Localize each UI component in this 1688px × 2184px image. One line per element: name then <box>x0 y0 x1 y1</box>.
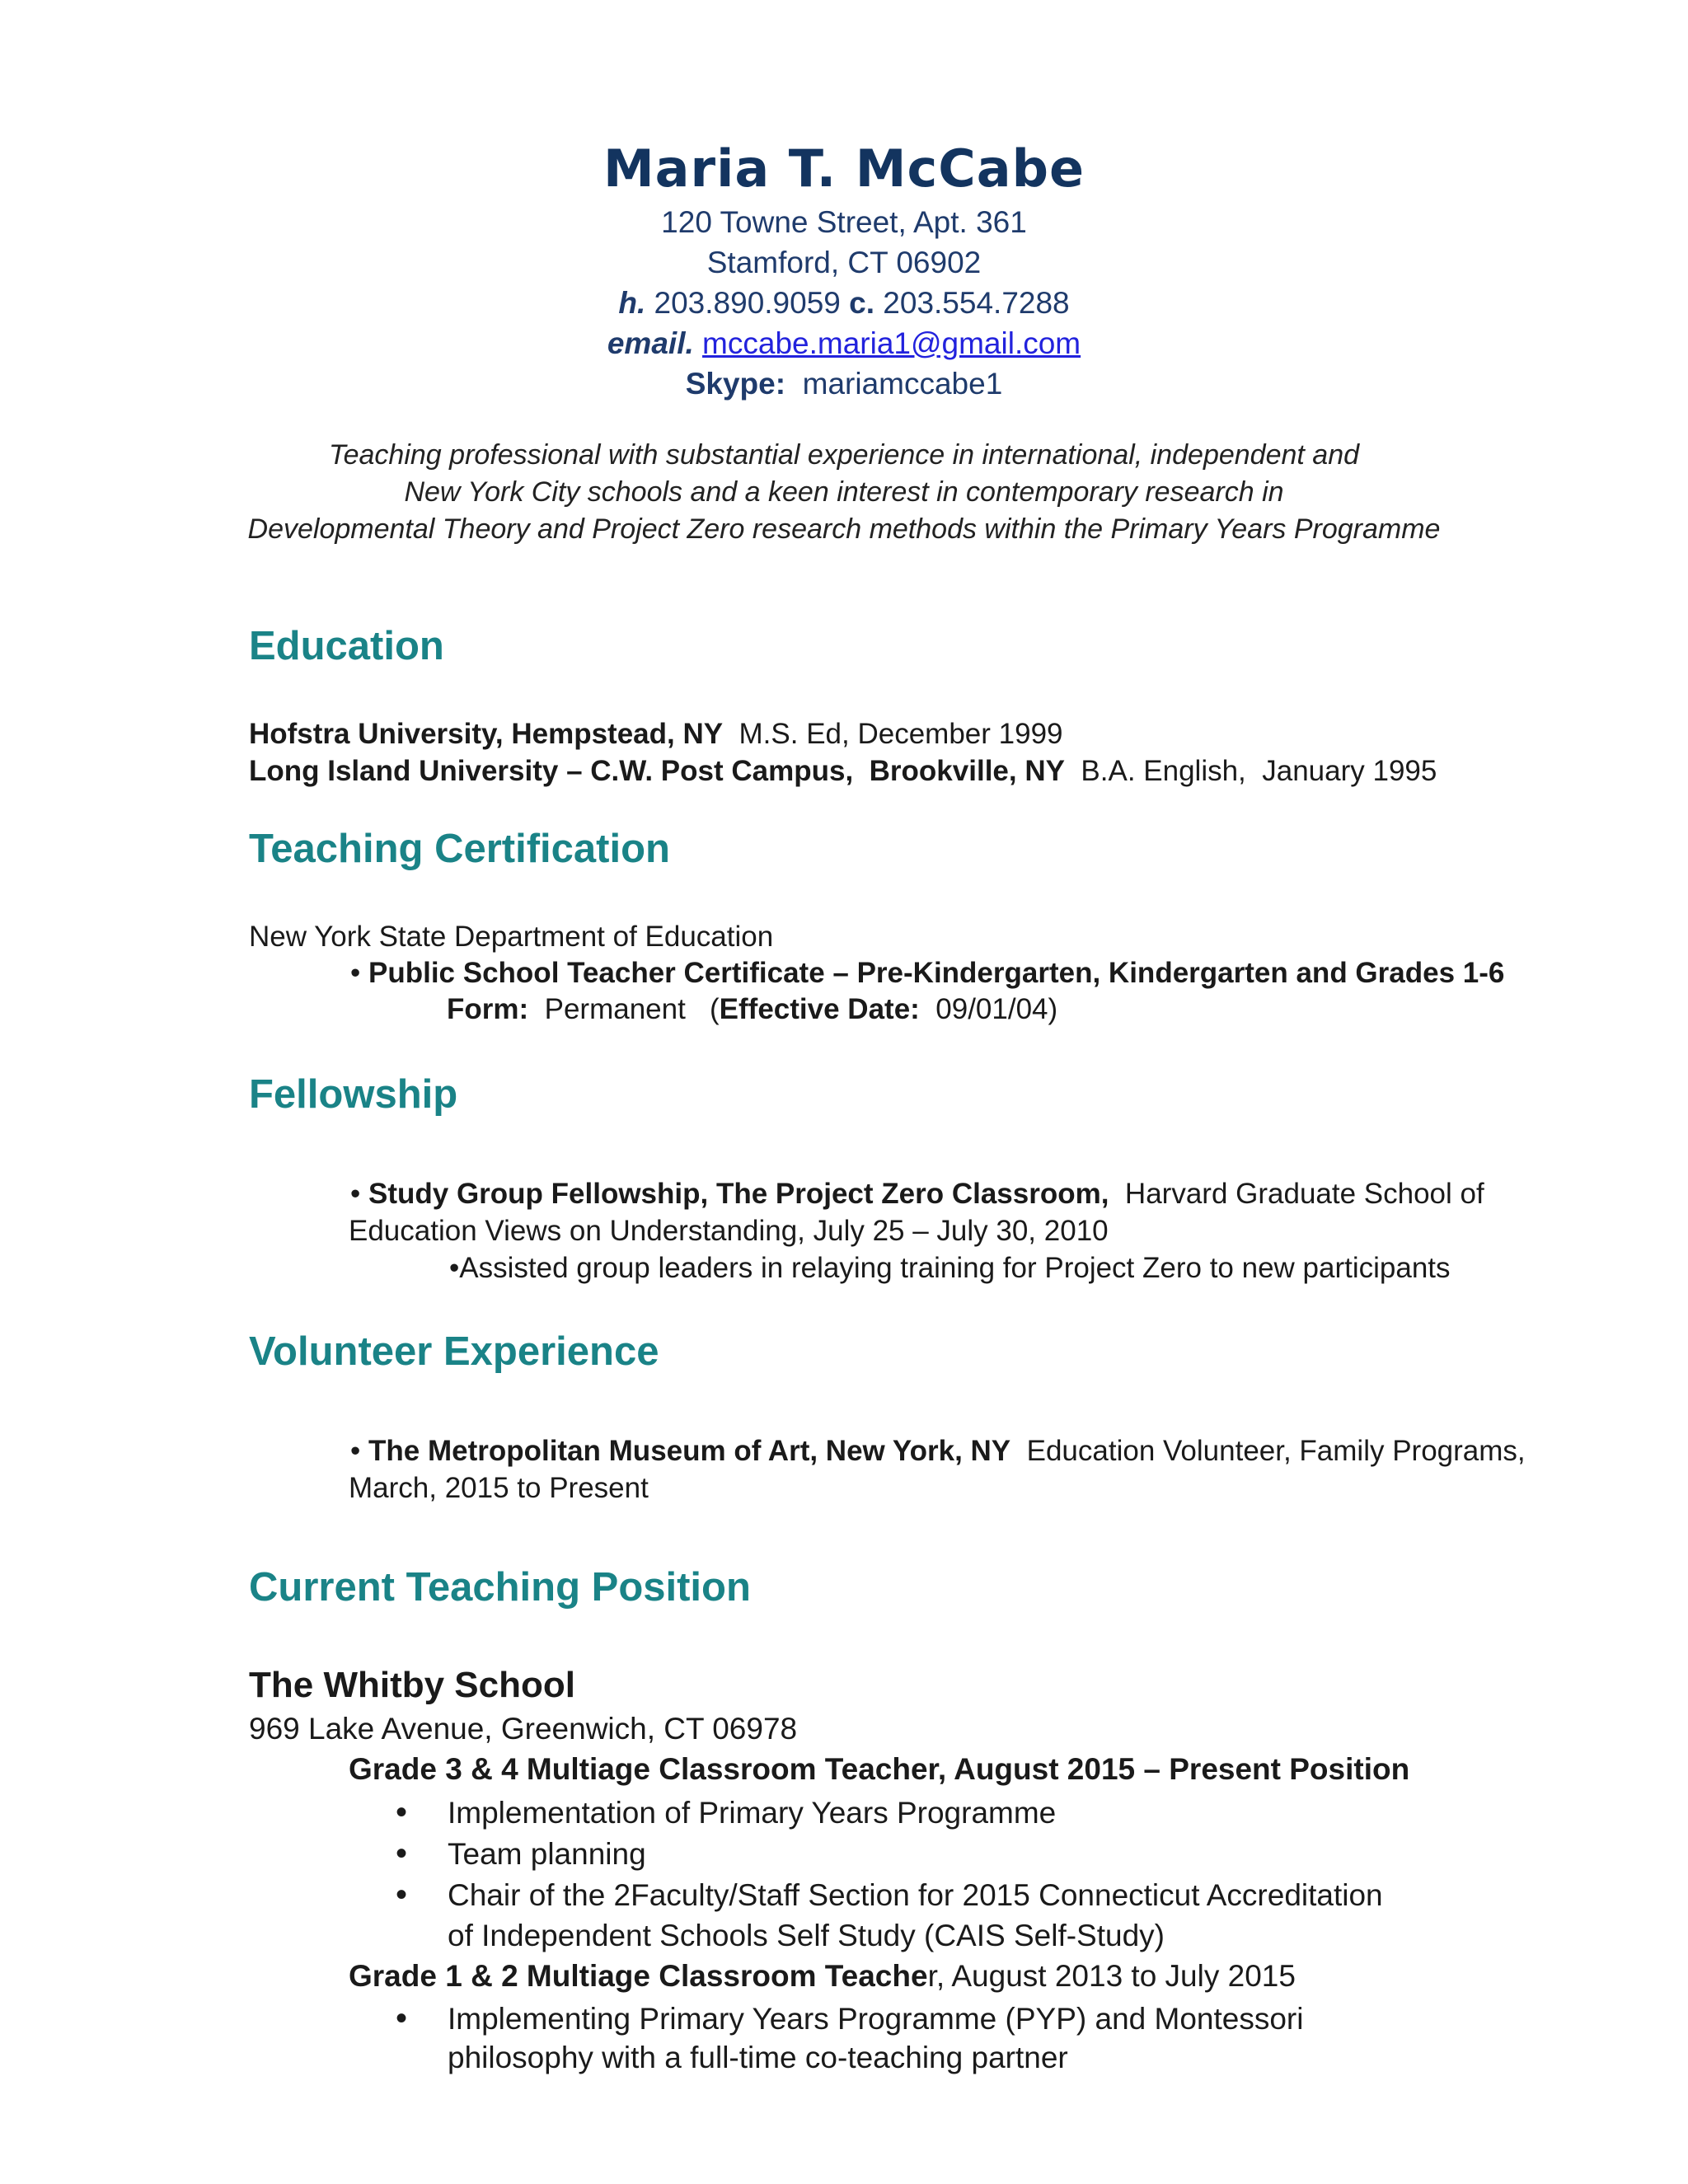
email-line <box>0 323 1688 363</box>
skype-id: mariamccabe1 <box>802 367 1003 401</box>
volunteer-item <box>350 1432 1526 1469</box>
role-1-item-1-text: Implementation of Primary Years Programme <box>448 1796 1057 1830</box>
fellowship-sub-item: •Assisted group leaders in relaying training for Project Zero to new participants <box>449 1252 1451 1284</box>
summary-line-2: New York City schools and a keen interest in contemporary research in <box>404 476 1284 508</box>
education-heading: Education <box>249 624 444 668</box>
role-2-item-1-text: Implementing Primary Years Programme (PYP) and Montessori <box>448 2002 1304 2036</box>
bullet-icon: • <box>350 1178 361 1210</box>
home-phone-label: h. <box>618 286 646 320</box>
certification-name: Public School Teacher Certificate – Pre-Kindergarten, Kindergarten and Grades 1-6 <box>368 957 1505 989</box>
certification-heading: Teaching Certification <box>249 827 670 871</box>
role-1-item-2-text: Team planning <box>448 1837 646 1871</box>
certification-form <box>447 991 1057 1028</box>
effective-date-label: Effective Date: <box>719 993 920 1025</box>
form-label: Form: <box>447 993 529 1025</box>
school-address: 969 Lake Avenue, Greenwich, CT 06978 <box>249 1712 798 1746</box>
address-line-2: Stamford, CT 06902 <box>706 246 982 279</box>
fellowship-heading: Fellowship <box>249 1072 458 1117</box>
effective-date-value: 09/01/04) <box>935 993 1058 1025</box>
open-paren: ( <box>710 993 720 1025</box>
role-2-title <box>349 1957 1296 1994</box>
summary <box>0 437 1688 548</box>
skype-line <box>0 363 1688 404</box>
volunteer-line-2: March, 2015 to Present <box>349 1472 649 1504</box>
role-2-title-bold: Grade 1 & 2 Multiage Classroom Teache <box>349 1959 928 1993</box>
role-2-item-1-continued: philosophy with a full-time co-teaching partner <box>448 2041 1068 2074</box>
fellowship-name: Study Group Fellowship, The Project Zero Classroom, <box>368 1178 1109 1210</box>
bullet-icon: • <box>396 1877 408 1913</box>
role-2-title-rest: r, August 2013 to July 2015 <box>927 1959 1296 1993</box>
school-name: The Whitby School <box>249 1665 575 1705</box>
role-1-title <box>349 1750 1409 1788</box>
fellowship-item <box>350 1175 1484 1212</box>
home-phone: 203.890.9059 <box>654 286 841 320</box>
bullet-icon: • <box>350 957 361 989</box>
role-1-title-text: Grade 3 & 4 Multiage Classroom Teacher, August 2015 – Present Position <box>349 1752 1410 1786</box>
role-1-item-3-text: Chair of the 2Faculty/Staff Section for 2015 Connecticut Accreditation <box>448 1878 1383 1912</box>
fellowship-institution: Harvard Graduate School of <box>1124 1178 1484 1210</box>
bullet-icon: • <box>350 1435 361 1467</box>
cell-phone: 203.554.7288 <box>883 286 1070 320</box>
volunteer-role: Education Volunteer, Family Programs, <box>1026 1435 1526 1467</box>
bullet-icon: • <box>396 1835 408 1872</box>
education-school-2: Long Island University – C.W. Post Campus, <box>249 755 854 787</box>
volunteer-heading: Volunteer Experience <box>249 1329 659 1374</box>
bullet-icon: • <box>396 1794 408 1830</box>
certification-item <box>350 954 1504 991</box>
education-item-2 <box>249 752 1437 790</box>
summary-line-1: Teaching professional with substantial experience in international, independent and <box>328 439 1360 471</box>
education-item-1 <box>249 715 1063 752</box>
address-line-1: 120 Towne Street, Apt. 361 <box>661 205 1027 239</box>
summary-line-3: Developmental Theory and Project Zero research methods within the Primary Years Programme <box>247 513 1441 545</box>
current-position-heading: Current Teaching Position <box>249 1565 751 1610</box>
volunteer-org: The Metropolitan Museum of Art, New York, NY <box>368 1435 1011 1467</box>
education-detail-1: M.S. Ed, December 1999 <box>738 718 1063 750</box>
email-link[interactable]: mccabe.maria1@gmail.com <box>702 326 1081 360</box>
skype-label: Skype: <box>685 367 786 401</box>
cell-phone-label: c. <box>849 286 875 320</box>
phone-line <box>0 283 1688 323</box>
form-value: Permanent <box>544 993 686 1025</box>
email-label: email. <box>607 326 694 360</box>
education-date-2: January 1995 <box>1262 755 1437 787</box>
education-location-2: Brookville, NY <box>869 755 1065 787</box>
fellowship-line-2: Education Views on Understanding, July 25 – July 30, 2010 <box>349 1215 1109 1247</box>
contact-header <box>0 136 1688 404</box>
education-detail-2: B.A. English, <box>1081 755 1246 787</box>
education-school-1: Hofstra University, Hempstead, NY <box>249 718 724 750</box>
role-1-item-3-continued: of Independent Schools Self Study (CAIS Self-Study) <box>448 1919 1165 1952</box>
bullet-icon: • <box>396 2000 408 2036</box>
certification-org: New York State Department of Education <box>249 921 774 953</box>
candidate-name: Maria T. McCabe <box>603 138 1085 199</box>
